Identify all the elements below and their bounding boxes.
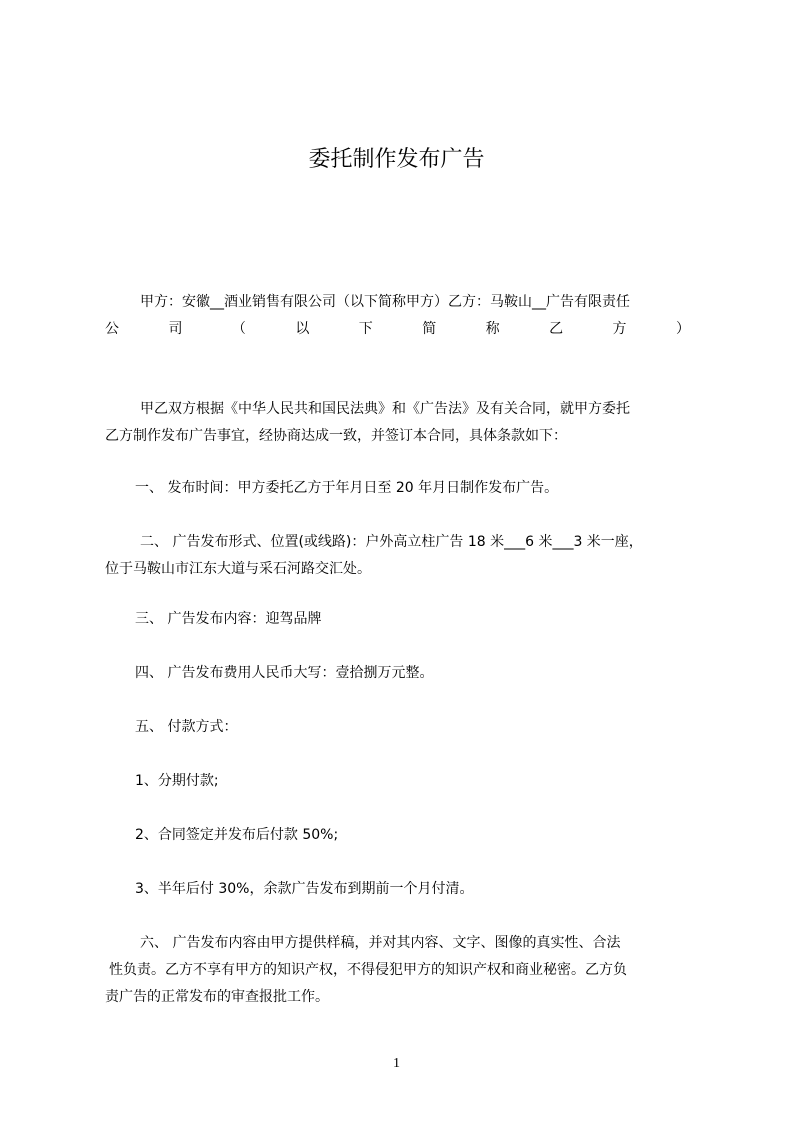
clause-3: 三、 广告发布内容：迎驾品牌 <box>135 611 322 627</box>
parties-line-1: 甲方：安徽__酒业销售有限公司（以下简称甲方）乙方：马鞍山__广告有限责任 <box>140 294 630 310</box>
page-number: 1 <box>393 1056 400 1071</box>
clause-2-line-2: 位于马鞍山市江东大道与采石河路交汇处。 <box>105 561 371 577</box>
intro-paragraph <box>105 396 690 450</box>
intro-line-2: 乙方制作发布广告事宜，经协商达成一致，并签订本合同，具体条款如下： <box>105 428 567 444</box>
parties-paragraph <box>105 289 690 343</box>
payment-item-2: 2、合同签定并发布后付款 50%; <box>135 827 339 843</box>
parties-char: 方 <box>612 321 627 337</box>
payment-item-3: 3、半年后付 30%，余款广告发布到期前一个月付清。 <box>135 881 474 897</box>
intro-line-1: 甲乙双方根据《中华人民共和国民法典》和《广告法》及有关合同，就甲方委托 <box>140 401 630 417</box>
clause-6-line-2: 性负责。乙方不享有甲方的知识产权，不得侵犯甲方的知识产权和商业秘密。乙方负 <box>109 962 627 978</box>
clause-1: 一、 发布时间：甲方委托乙方于年月日至 20 年月日制作发布广告。 <box>135 480 559 496</box>
clause-2 <box>105 529 690 583</box>
parties-char: 下 <box>358 321 373 337</box>
parties-char: （ <box>231 321 246 337</box>
clause-2-line-1: 二、 广告发布形式、位置(或线路)：户外高立柱广告 18 米___6 米___3 米一座， <box>140 534 643 550</box>
parties-char: 简 <box>422 321 437 337</box>
clause-4: 四、 广告发布费用人民币大写：壹拾捌万元整。 <box>135 665 434 681</box>
parties-char: 公 <box>105 321 119 337</box>
parties-char: 乙 <box>549 321 564 337</box>
parties-char: 称 <box>485 321 500 337</box>
parties-line-2 <box>105 316 690 343</box>
clause-5: 五、 付款方式： <box>135 719 238 735</box>
parties-char: 以 <box>295 321 310 337</box>
clause-6-line-3: 责广告的正常发布的审查报批工作。 <box>105 989 329 1005</box>
payment-item-1: 1、分期付款; <box>135 773 219 789</box>
clause-6 <box>105 930 690 1011</box>
clause-6-line-1: 六、 广告发布内容由甲方提供样稿，并对其内容、文字、图像的真实性、合法 <box>140 935 621 951</box>
parties-char: 司 <box>168 321 183 337</box>
document-title: 委托制作发布广告 <box>308 147 485 172</box>
parties-char: ） <box>675 321 690 337</box>
